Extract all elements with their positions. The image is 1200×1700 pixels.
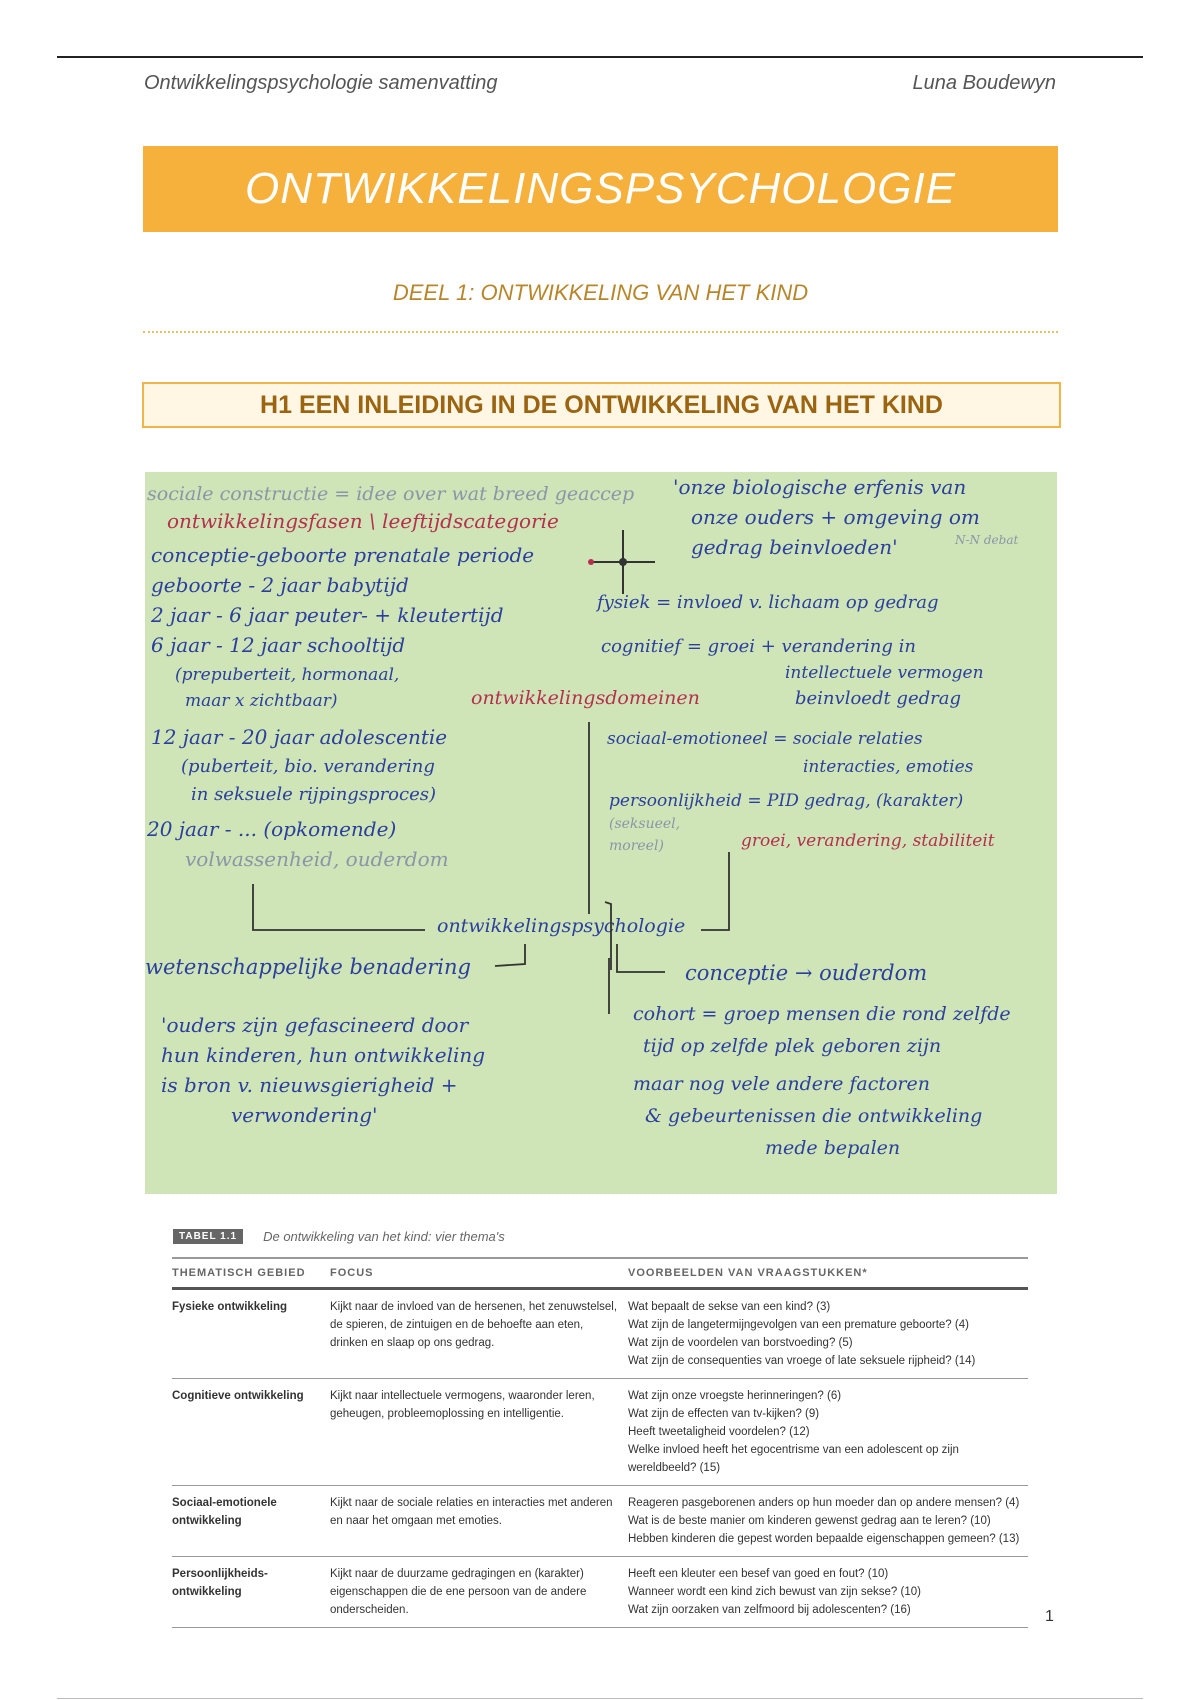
example-question: Wat zijn de effecten van tv-kijken? (9) [628, 1408, 820, 1420]
note-left-line: (puberteit, bio. verandering [181, 756, 435, 777]
note-right-line: onze ouders + omgeving om [691, 505, 980, 529]
note-left-line: 6 jaar - 12 jaar schooltijd [151, 633, 406, 657]
example-question: Hebben kinderen die gepest worden bepaalde eigenschappen gemeen? (13) [628, 1533, 1020, 1545]
table-caption [173, 1229, 505, 1244]
note-right-line: moreel) [609, 838, 664, 854]
chapter-title: H1 EEN INLEIDING IN DE ONTWIKKELING VAN HET KIND [260, 390, 943, 419]
header-rule [57, 56, 1143, 58]
table-header-cell: THEMATISCH GEBIED [172, 1258, 330, 1289]
note-right-line: intellectuele vermogen [785, 663, 984, 683]
banner-title: ONTWIKKELINGSPSYCHOLOGIE [244, 164, 957, 213]
example-question: Wat bepaalt de sekse van een kind? (3) [628, 1301, 831, 1313]
title-banner [143, 146, 1058, 232]
note-right-line: sociaal-emotioneel = sociale relaties [607, 729, 923, 749]
example-question: Wat zijn onze vroegste herinneringen? (6) [628, 1390, 842, 1402]
note-bottom-right-line: conceptie → ouderdom [685, 961, 928, 985]
note-right-line: gedrag beinvloeden' [691, 535, 898, 559]
note-main-topic: ontwikkelingspsychologie [437, 915, 686, 937]
table-title: De ontwikkeling van het kind: vier thema's [263, 1229, 505, 1244]
note-left-line: conceptie-geboorte prenatale periode [151, 543, 535, 567]
table-cell-examples [628, 1289, 1028, 1379]
page-number: 1 [1045, 1608, 1054, 1625]
note-bottom-right-line: & gebeurtenissen die ontwikkeling [645, 1105, 983, 1127]
note-left-line: geboorte - 2 jaar babytijd [151, 573, 409, 597]
note-bottom-left-line: 'ouders zijn gefascineerd door [161, 1013, 469, 1037]
note-right-line: interacties, emoties [803, 757, 974, 777]
note-left-line: 20 jaar - ... (opkomende) [147, 817, 397, 841]
note-right-line: persoonlijkheid = PID gedrag, (karakter) [609, 791, 964, 811]
table-cell-examples [628, 1379, 1028, 1486]
note-right-line: 'onze biologische erfenis van [673, 475, 967, 499]
note-left-line: in seksuele rijpingsproces) [191, 784, 437, 805]
part-title: DEEL 1: ONTWIKKELING VAN HET KIND [392, 280, 809, 305]
table-cell-area: Fysieke ontwikkeling [172, 1289, 330, 1379]
table-cell-examples [628, 1486, 1028, 1557]
header-document-title: Ontwikkelingspsychologie samenvatting [144, 72, 498, 94]
table-cell-examples [628, 1557, 1028, 1628]
handwritten-notes-image [145, 472, 1057, 1194]
note-bottom-right-line: cohort = groep mensen die rond zelfde [633, 1003, 1011, 1025]
note-bottom-left-line: wetenschappelijke benadering [145, 955, 471, 979]
example-question: Wat zijn de consequenties van vroege of late seksuele rijpheid? (14) [628, 1355, 976, 1367]
dotted-divider [143, 331, 1058, 333]
note-left-line: volwassenheid, ouderdom [185, 847, 449, 871]
footer-rule [57, 1698, 1143, 1699]
note-right-line: cognitief = groei + verandering in [601, 636, 916, 657]
example-question: Welke invloed heeft het egocentrisme van een adolescent op zijn wereldbeeld? (15) [628, 1444, 959, 1474]
note-left-line: maar x zichtbaar) [185, 691, 338, 711]
note-left-line: (prepuberteit, hormonaal, [175, 665, 400, 685]
table-badge: TABEL 1.1 [173, 1229, 243, 1244]
table-row [172, 1289, 1028, 1379]
themes-table [172, 1257, 1028, 1628]
note-right-line: fysiek = invloed v. lichaam op gedrag [597, 592, 939, 613]
table-row [172, 1379, 1028, 1486]
note-left-line: 2 jaar - 6 jaar peuter- + kleutertijd [151, 603, 504, 627]
note-bottom-left-line: verwondering' [231, 1103, 378, 1127]
note-left-line: sociale constructie = idee over wat breed geaccep [147, 483, 635, 505]
note-domains-label: ontwikkelingsdomeinen [471, 687, 700, 709]
example-question: Wat zijn de voordelen van borstvoeding? (5) [628, 1337, 853, 1349]
table-cell-focus: Kijkt naar de sociale relaties en interacties met anderen en naar het omgaan met emoties. [330, 1486, 628, 1557]
note-bottom-right-line: mede bepalen [765, 1137, 901, 1159]
note-right-line: beinvloedt gedrag [795, 688, 961, 709]
table-cell-focus: Kijkt naar intellectuele vermogens, waaronder leren, geheugen, probleemoplossing en intelligentie. [330, 1379, 628, 1486]
table-row [172, 1486, 1028, 1557]
chapter-heading-box [142, 382, 1061, 428]
note-bottom-right-line: tijd op zelfde plek geboren zijn [643, 1035, 942, 1057]
table-cell-focus: Kijkt naar de invloed van de hersenen, het zenuwstelsel, de spieren, de zintuigen en de behoefte aan eten, drinken en slaap op ons gedrag. [330, 1289, 628, 1379]
note-bottom-right-line: maar nog vele andere factoren [633, 1073, 930, 1095]
note-left-line: 12 jaar - 20 jaar adolescentie [151, 725, 448, 749]
example-question: Heeft een kleuter een besef van goed en fout? (10) [628, 1568, 889, 1580]
note-bottom-left-line: is bron v. nieuwsgierigheid + [161, 1073, 458, 1097]
example-question: Wat is de beste manier om kinderen gewenst gedrag aan te leren? (10) [628, 1515, 991, 1527]
table-header-cell: VOORBEELDEN VAN VRAAGSTUKKEN* [628, 1258, 1028, 1289]
example-question: Wanneer wordt een kind zich bewust van zijn sekse? (10) [628, 1586, 921, 1598]
table-row [172, 1557, 1028, 1628]
table-cell-area: Cognitieve ontwikkeling [172, 1379, 330, 1486]
note-right-line: (seksueel, [609, 816, 681, 832]
compass-icon [588, 530, 655, 594]
example-question: Wat zijn de langetermijngevolgen van een premature geboorte? (4) [628, 1319, 969, 1331]
note-left-line: ontwikkelingsfasen \ leeftijdscategorie [167, 509, 559, 533]
table-cell-area: Sociaal-emotionele ontwikkeling [172, 1486, 330, 1557]
table-cell-area: Persoonlijkheids-ontwikkeling [172, 1557, 330, 1628]
table-header-cell: FOCUS [330, 1258, 628, 1289]
example-question: Heeft tweetaligheid voordelen? (12) [628, 1426, 810, 1438]
example-question: Reageren pasgeborenen anders op hun moeder dan op andere mensen? (4) [628, 1497, 1020, 1509]
note-bottom-left-line: hun kinderen, hun ontwikkeling [161, 1043, 486, 1067]
example-question: Wat zijn oorzaken van zelfmoord bij adolescenten? (16) [628, 1604, 911, 1616]
note-right-line: N-N debat [955, 533, 1019, 547]
table-header-row [172, 1258, 1028, 1289]
header-author: Luna Boudewyn [912, 72, 1056, 94]
table-cell-focus: Kijkt naar de duurzame gedragingen en (karakter) eigenschappen die de ene persoon van de andere onderscheiden. [330, 1557, 628, 1628]
note-right-line: groei, verandering, stabiliteit [741, 831, 995, 851]
